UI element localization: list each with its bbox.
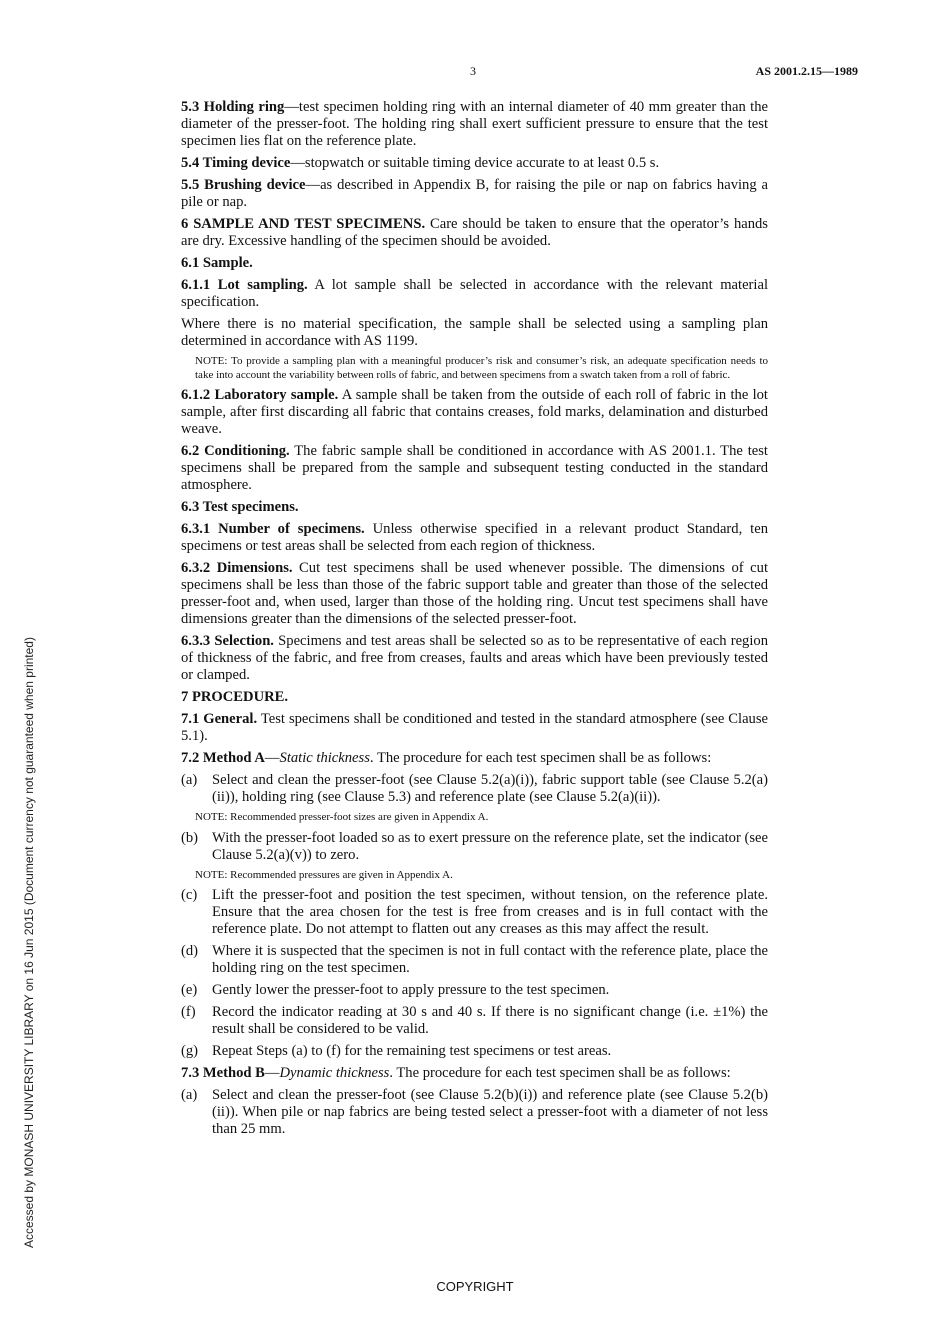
item-text: Where it is suspected that the specimen is not in full contact with the reference plate, place the holding ring on the test specimen. bbox=[212, 943, 768, 976]
clause-heading: 5.5 Brushing device bbox=[181, 177, 306, 193]
clause-text: —stopwatch or suitable timing device accurate to at least 0.5 s. bbox=[290, 155, 660, 171]
item-text: Select and clean the presser-foot (see Clause 5.2(b)(i)) and reference plate (see Clause 5.2(b)(ii)). When pile or nap fabrics are being tested select a presser-foot with a diameter of not less than 25 mm. bbox=[212, 1087, 768, 1137]
clause-text: The fabric sample shall be conditioned in accordance with AS 2001.1. The test specimens shall be prepared from the sample and subsequent testing conducted in the standard atmosphere. bbox=[181, 443, 768, 493]
clause-text: Care should be taken to ensure that the operator’s hands are dry. Excessive handling of the specimen should be avoided. bbox=[181, 216, 768, 249]
document-body bbox=[181, 99, 768, 1143]
clause-heading: 6.1.2 Laboratory sample. bbox=[181, 387, 339, 403]
list-item bbox=[181, 1004, 768, 1038]
item-label: (e) bbox=[181, 982, 198, 998]
access-watermark: Accessed by MONASH UNIVERSITY LIBRARY on 16 Jun 2015 (Document currency not guaranteed when printed) bbox=[22, 637, 36, 1248]
item-label: (f) bbox=[181, 1004, 196, 1020]
clause-heading: 6.1.1 Lot sampling. bbox=[181, 277, 308, 293]
standard-designation: AS 2001.2.15—1989 bbox=[755, 64, 858, 78]
item-label: (b) bbox=[181, 829, 199, 846]
clause-text: —test specimen holding ring with an internal diameter of 40 mm greater than the diameter of the presser-foot. The holding ring shall exert sufficient pressure to ensure that the test specimen lies flat on the reference plate. bbox=[181, 99, 768, 149]
clause-heading: 7.1 General. bbox=[181, 711, 258, 727]
clause-heading: 5.3 Holding ring bbox=[181, 99, 285, 115]
note-pressures: NOTE: Recommended pressures are given in Appendix A. bbox=[195, 868, 453, 881]
note-presser-foot: NOTE: Recommended presser-foot sizes are given in Appendix A. bbox=[195, 811, 489, 823]
clause-5-4 bbox=[181, 155, 768, 172]
clause-6 bbox=[181, 216, 768, 250]
item-label: (d) bbox=[181, 943, 199, 959]
clause-text: Cut test specimens shall be used whenever possible. The dimensions of cut specimens shall be less than those of the fabric support table and greater than those of the selected presser-foot and, when used, larger than those of the holding ring. Uncut test specimens shall have dimensions greater than the dimensions of the selected presser-foot. bbox=[181, 560, 768, 627]
list-item bbox=[181, 772, 768, 806]
list-item bbox=[181, 1087, 768, 1138]
item-text: Select and clean the presser-foot (see Clause 5.2(a)(i)), fabric support table (see Clause 5.2(a)(ii)), holding ring (see Clause 5.3) and reference plate (see Clause 5.2(a)(ii)). bbox=[212, 772, 768, 805]
clause-text: . The procedure for each test specimen shall be as follows: bbox=[389, 1065, 731, 1081]
clause-heading: 6.1 Sample. bbox=[181, 255, 253, 271]
clause-heading: 5.4 Timing device bbox=[181, 155, 291, 171]
clause-heading: 6.3.3 Selection. bbox=[181, 633, 274, 649]
clause-heading: 6 SAMPLE AND TEST SPECIMENS. bbox=[181, 216, 426, 232]
list-item bbox=[181, 887, 768, 938]
clause-heading: 6.3.1 Number of specimens. bbox=[181, 521, 365, 537]
item-text: Lift the presser-foot and position the test specimen, without tension, on the reference plate. Ensure that the area chosen for the test is free from creases and is in full contact with the reference plate. Do not attempt to flatten out any creases as this may affect the result. bbox=[212, 887, 768, 937]
copyright-footer: COPYRIGHT bbox=[436, 1279, 514, 1294]
clause-heading: 7.2 Method A bbox=[181, 750, 265, 766]
list-item bbox=[181, 1043, 768, 1060]
list-item bbox=[181, 943, 768, 977]
item-text: Record the indicator reading at 30 s and 40 s. If there is no significant change (i.e. ±1%) the result shall be considered to be valid. bbox=[212, 1004, 768, 1037]
clause-6-3-3 bbox=[181, 633, 768, 684]
clause-6-1 bbox=[181, 255, 768, 272]
clause-6-3 bbox=[181, 499, 768, 516]
paragraph-where: Where there is no material specification, the sample shall be selected using a sampling plan determined in accordance with AS 1199. bbox=[181, 316, 768, 349]
method-name: Static thickness bbox=[279, 750, 370, 766]
clause-heading: 6.3.2 Dimensions. bbox=[181, 560, 293, 576]
note-sampling-plan: NOTE: To provide a sampling plan with a meaningful producer’s risk and consumer’s risk, an adequate specification needs to take into account the variability between rolls of fabric, and between specimens from a swatch taken from a roll of fabric. bbox=[195, 355, 768, 381]
item-label: (c) bbox=[181, 887, 198, 903]
clause-text: Specimens and test areas shall be selected so as to be representative of each region of thickness of the fabric, and free from creases, faults and areas which have been previously tested or clamped. bbox=[181, 633, 768, 683]
list-item bbox=[181, 830, 768, 864]
clause-6-1-1 bbox=[181, 277, 768, 311]
clause-heading: 6.2 Conditioning. bbox=[181, 443, 290, 459]
clause-text: —as described in Appendix B, for raising the pile or nap on fabrics having a pile or nap. bbox=[181, 177, 769, 210]
method-name: Dynamic thickness bbox=[279, 1065, 390, 1081]
clause-7 bbox=[181, 689, 768, 706]
clause-dash: — bbox=[264, 750, 280, 766]
clause-7-1 bbox=[181, 711, 768, 745]
clause-5-5 bbox=[181, 177, 768, 211]
clause-text: Test specimens shall be conditioned and tested in the standard atmosphere (see Clause 5.1). bbox=[181, 711, 769, 744]
clause-heading: 6.3 Test specimens. bbox=[181, 499, 299, 515]
item-text: Repeat Steps (a) to (f) for the remaining test specimens or test areas. bbox=[212, 1043, 612, 1059]
item-label: (a) bbox=[181, 1087, 198, 1103]
item-label: (a) bbox=[181, 772, 198, 788]
clause-heading: 7.3 Method B bbox=[181, 1065, 265, 1081]
clause-6-1-2 bbox=[181, 387, 768, 438]
clause-7-2 bbox=[181, 750, 768, 767]
clause-text: A sample shall be taken from the outside of each roll of fabric in the lot sample, after first discarding all fabric that contains creases, fold marks, delamination and disturbed weave. bbox=[181, 387, 768, 437]
item-text: Gently lower the presser-foot to apply pressure to the test specimen. bbox=[212, 982, 610, 998]
list-item bbox=[181, 982, 768, 999]
clause-text: A lot sample shall be selected in accordance with the relevant material specification. bbox=[181, 277, 769, 310]
clause-5-3 bbox=[181, 99, 768, 150]
clause-6-3-1 bbox=[181, 521, 768, 555]
clause-text: . The procedure for each test specimen shall be as follows: bbox=[369, 750, 712, 766]
item-label: (g) bbox=[181, 1043, 199, 1059]
clause-6-2 bbox=[181, 443, 768, 494]
clause-6-3-2 bbox=[181, 560, 768, 628]
item-text: With the presser-foot loaded so as to exert pressure on the reference plate, set the indicator (see Clause 5.2(a)(v)) to zero. bbox=[212, 829, 768, 863]
clause-text: Unless otherwise specified in a relevant product Standard, ten specimens or test areas shall be selected from each region of thickness. bbox=[181, 521, 769, 554]
page-number: 3 bbox=[470, 64, 476, 78]
clause-7-3 bbox=[181, 1065, 768, 1082]
clause-dash: — bbox=[264, 1065, 280, 1081]
clause-heading: 7 PROCEDURE. bbox=[181, 689, 289, 705]
